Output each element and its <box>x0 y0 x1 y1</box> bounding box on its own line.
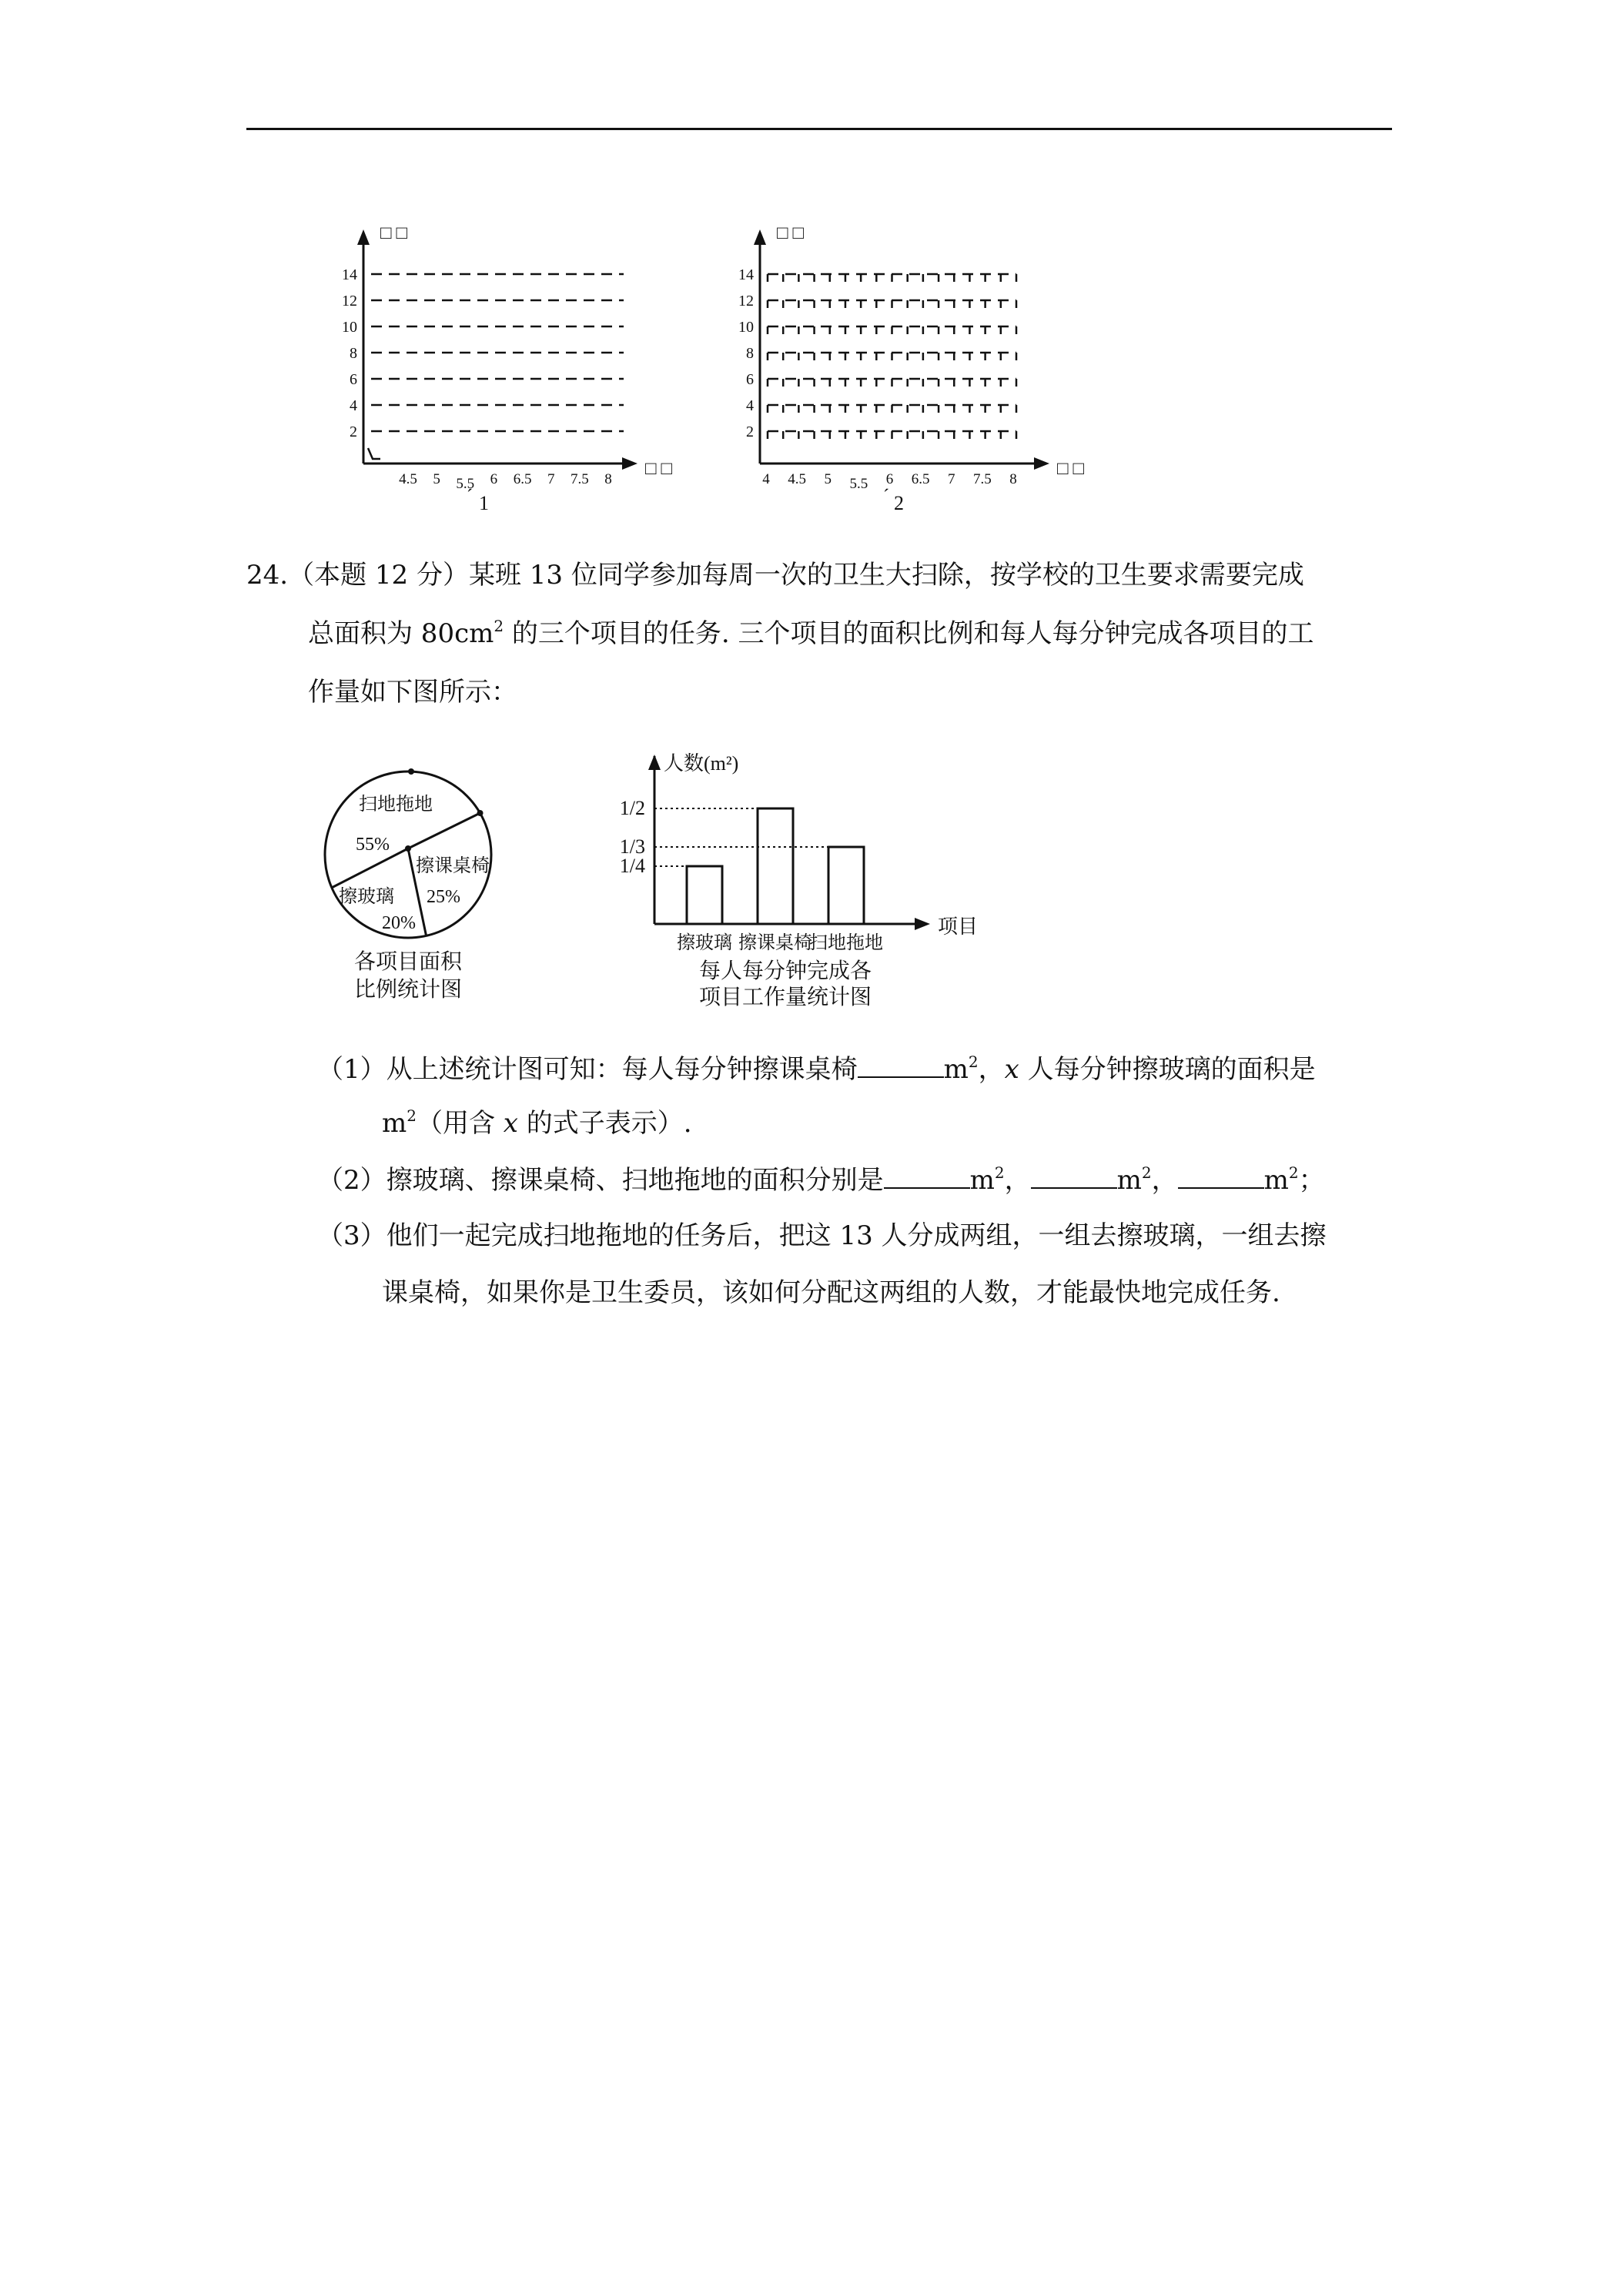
grid-chart-1 <box>323 216 708 516</box>
slice-value-label: 25% <box>427 887 460 907</box>
axis-break <box>368 448 380 459</box>
x-tick-label: 7 <box>547 471 555 487</box>
y-axis-arrow <box>357 229 370 245</box>
subq-1-line-1: （1）从上述统计图可知：每人每分钟擦课桌椅 $m^2$，x 人每分钟擦玻璃的面积是 <box>317 1050 1316 1087</box>
pie-caption: 各项目面积 <box>353 950 463 974</box>
answer-blank[interactable] <box>1178 1161 1264 1189</box>
x-axis-title: □ □ <box>1057 459 1084 479</box>
subq-3-line-2: 课桌椅，如果你是卫生委员，该如何分配这两组的人数，才能最快地完成任务. <box>382 1277 1280 1308</box>
x-tick-label: 5 <box>824 471 832 487</box>
y-tick-label: 2 <box>746 423 754 440</box>
x-axis-title: □ □ <box>645 459 672 479</box>
x-tick-label: 8 <box>1009 471 1017 487</box>
slice-value-label: 20% <box>382 913 416 933</box>
x-tick-label: 6 <box>490 471 498 487</box>
chart-caption: 2 <box>894 492 904 514</box>
slice-edge <box>408 813 480 848</box>
x-axis-arrow <box>1034 457 1049 470</box>
y-axis-title: □ □ <box>380 223 407 243</box>
x-tick-label: 擦玻璃 <box>677 933 732 953</box>
x-tick-label: 6.5 <box>911 471 930 487</box>
y-tick-label: 1/2 <box>619 797 645 819</box>
bar-caption: 项目工作量统计图 <box>698 986 872 1009</box>
x-tick-label: 7.5 <box>570 471 589 487</box>
slice-value-label: 55% <box>356 835 390 855</box>
bar-caption: 每人每分钟完成各 <box>698 959 872 983</box>
pie-edge-dot <box>477 810 484 816</box>
x-tick-label: 6.5 <box>513 471 532 487</box>
y-tick-label: 10 <box>738 319 754 336</box>
y-axis-title: □ □ <box>777 223 804 243</box>
y-tick-label: 10 <box>342 319 357 336</box>
subq-2: （2）擦玻璃、擦课桌椅、扫地拖地的面积分别是 $m^2$， $m^2$， $m^2$； <box>317 1161 1325 1198</box>
y-axis-title: 人数(m²) <box>664 752 739 775</box>
y-tick-label: 2 <box>350 423 357 440</box>
x-tick-label: 5.5 <box>849 476 868 492</box>
x-tick-label: 6 <box>885 471 894 487</box>
x-axis-title: 项目 <box>938 915 979 938</box>
x-tick-label: 8 <box>604 471 612 487</box>
y-tick-label: 8 <box>746 345 754 362</box>
y-tick-label: 8 <box>350 345 357 362</box>
bar-chart <box>601 739 1001 1016</box>
y-tick-label: 14 <box>738 266 754 283</box>
y-tick-label: 14 <box>342 266 357 283</box>
y-tick-label: 4 <box>350 397 357 414</box>
x-tick-label: 扫地拖地 <box>809 933 883 953</box>
answer-blank[interactable] <box>884 1161 970 1189</box>
x-tick-label: 擦课桌椅 <box>738 933 812 953</box>
bar <box>758 808 793 924</box>
x-tick-label: 4.5 <box>399 471 417 487</box>
y-tick-label: 1/3 <box>619 835 645 858</box>
y-tick-label: 1/4 <box>619 855 645 877</box>
question-line-3: 作量如下图所示： <box>308 677 517 708</box>
y-axis-arrow <box>648 755 661 770</box>
grid-chart-2 <box>720 216 1120 516</box>
subq-3-line-1: （3）他们一起完成扫地拖地的任务后，把这 13 人分成两组，一组去擦玻璃，一组去擦 <box>317 1220 1327 1251</box>
pie-caption: 比例统计图 <box>353 978 463 1002</box>
slice-label: 擦玻璃 <box>339 887 394 907</box>
header-rule <box>246 128 1392 130</box>
y-axis-arrow <box>754 229 766 245</box>
y-tick-label: 6 <box>746 371 754 388</box>
x-tick-label: 5.5 <box>456 476 475 492</box>
x-axis-arrow <box>622 457 637 470</box>
slice-label: 扫地拖地 <box>359 795 433 815</box>
bar <box>687 866 722 924</box>
chart-caption: 1 <box>479 492 489 514</box>
answer-blank[interactable] <box>1031 1161 1117 1189</box>
pie-top-dot <box>408 768 414 775</box>
y-tick-label: 12 <box>738 293 754 310</box>
x-tick-label: 4 <box>762 471 770 487</box>
subq-1-line-2: $m^2$（用含 x 的式子表示）. <box>382 1106 692 1139</box>
pie-chart <box>316 762 516 1009</box>
question-line-1: 24.（本题 12 分）某班 13 位同学参加每周一次的卫生大扫除，按学校的卫生要求需要完成 <box>246 560 1304 591</box>
pie-center-dot <box>405 845 411 852</box>
x-tick-label: 7.5 <box>973 471 992 487</box>
bar <box>828 847 864 924</box>
question-line-2: 总面积为 $80cm^2$ 的三个项目的任务. 三个项目的面积比例和每人每分钟完成各项目的工 <box>308 617 1314 649</box>
caption-mark: ´ <box>467 487 473 507</box>
y-tick-label: 12 <box>342 293 357 310</box>
x-axis-arrow <box>915 918 930 930</box>
caption-mark: ´ <box>883 487 889 507</box>
x-tick-label: 4.5 <box>788 471 806 487</box>
y-tick-label: 4 <box>746 397 754 414</box>
answer-blank[interactable] <box>858 1050 944 1078</box>
y-tick-label: 6 <box>350 371 357 388</box>
slice-label: 擦课桌椅 <box>416 856 490 876</box>
x-tick-label: 7 <box>948 471 955 487</box>
x-tick-label: 5 <box>433 471 440 487</box>
